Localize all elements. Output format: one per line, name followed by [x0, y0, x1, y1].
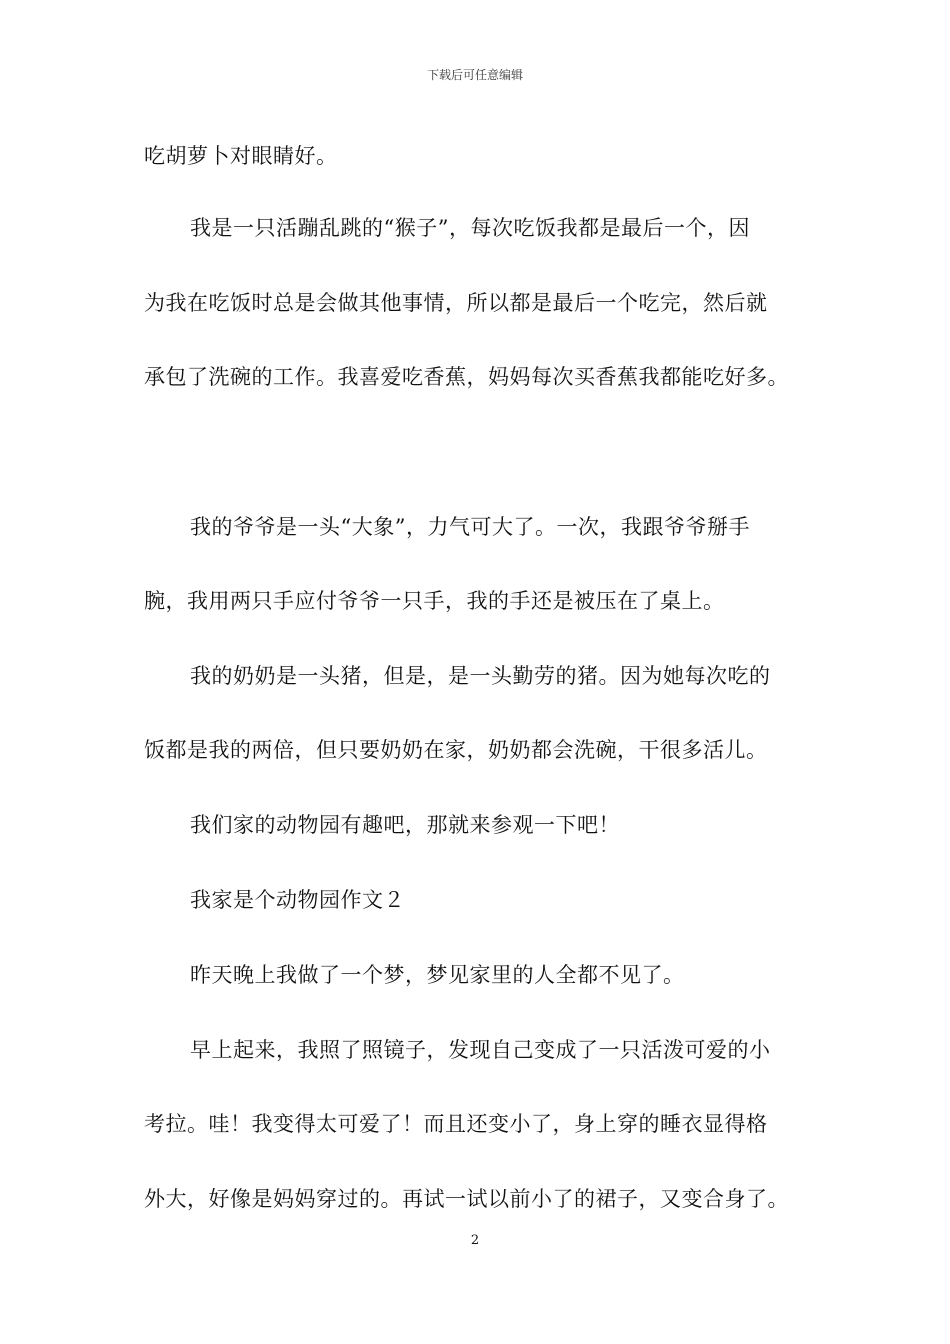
paragraph-line-7: 我的奶奶是一头猪，但是，是一头勤劳的猪。因为她每次吃的 — [190, 664, 771, 688]
paragraph-line-4: 承包了洗碗的工作。我喜爱吃香蕉，妈妈每次买香蕉我都能吃好多。 — [144, 365, 789, 389]
paragraph-line-8: 饭都是我的两倍，但只要奶奶在家，奶奶都会洗碗，干很多活儿。 — [144, 738, 768, 762]
paragraph-line-11: 昨天晚上我做了一个梦，梦见家里的人全都不见了。 — [190, 963, 685, 987]
paragraph-line-6: 腕，我用两只手应付爷爷一只手，我的手还是被压在了桌上。 — [144, 589, 725, 613]
page-number: 2 — [470, 1233, 480, 1248]
paragraph-line-12: 早上起来，我照了照镜子，发现自己变成了一只活泼可爱的小 — [190, 1038, 771, 1062]
paragraph-line-1: 吃胡萝卜对眼睛好。 — [144, 144, 338, 168]
page-header-note: 下载后可任意编辑 — [426, 68, 523, 82]
paragraph-line-2: 我是一只活蹦乱跳的“猴子”，每次吃饭我都是最后一个，因 — [190, 216, 750, 240]
paragraph-line-13: 考拉。哇！我变得太可爱了！而且还变小了，身上穿的睡衣显得格 — [144, 1112, 768, 1136]
paragraph-line-3: 为我在吃饭时总是会做其他事情，所以都是最后一个吃完，然后就 — [144, 291, 768, 315]
paragraph-line-14: 外大，好像是妈妈穿过的。再试一试以前小了的裙子，又变合身了。 — [144, 1187, 789, 1211]
paragraph-line-9: 我们家的动物园有趣吧，那就来参观一下吧！ — [190, 813, 620, 837]
paragraph-line-5: 我的爷爷是一头“大象”，力气可大了。一次，我跟爷爷掰手 — [190, 515, 750, 539]
section-heading: 我家是个动物园作文２ — [190, 888, 405, 912]
